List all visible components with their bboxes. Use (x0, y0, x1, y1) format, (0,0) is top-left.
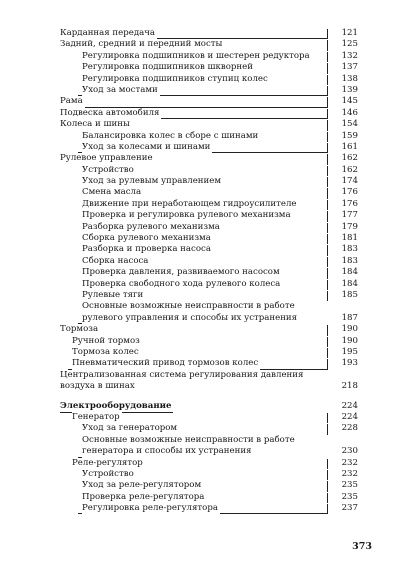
toc-entry-title: Движение при неработающем гидроусилителе (82, 198, 297, 209)
toc-entry-title: Разборка и проверка насоса (82, 244, 211, 255)
toc-entry-title: Регулировка подшипников и шестерен редуктора (82, 50, 310, 61)
toc-entry-title: Устройство (82, 468, 134, 479)
toc-entry (60, 222, 358, 233)
toc-entry-page: 235 (341, 491, 358, 502)
toc-entry (60, 324, 358, 335)
toc-entry-title: Рулевые тяги (82, 289, 144, 300)
toc-entry-page: 187 (341, 312, 358, 323)
toc-entry (60, 458, 358, 469)
toc-entry-title: Основные возможные неисправности в работе генератора и способы их устранения (82, 435, 334, 458)
toc-bracket-line (327, 325, 328, 335)
toc-bracket-line (327, 166, 328, 176)
toc-entry-page: 184 (341, 278, 358, 289)
toc-entry-page: 190 (341, 324, 358, 335)
toc-entry-page: 195 (341, 346, 358, 357)
toc-entry-title: Проверка реле-регулятора (82, 491, 205, 502)
toc-entry-title: Сборка насоса (82, 255, 149, 266)
toc-entry-title: Карданная передача (60, 28, 156, 38)
toc-entry (60, 165, 358, 176)
toc-entry-title: Устройство (82, 164, 134, 175)
toc-entry-page: 125 (341, 39, 358, 50)
page-number: 373 (352, 541, 372, 552)
toc-entry (60, 199, 358, 210)
toc-entry-title: Смена масла (82, 187, 142, 198)
toc-entry-title: Задний, средний и передний мосты (60, 39, 223, 50)
toc-entry-page: 146 (341, 107, 358, 118)
toc-entry (60, 176, 358, 187)
toc-bracket-line (327, 245, 328, 255)
toc-entry (60, 290, 358, 301)
toc-entry-page: 137 (341, 62, 358, 73)
toc-entry-page: 139 (341, 84, 358, 95)
toc-entry-title: Пневматический привод тормозов колес (72, 358, 259, 369)
toc-bracket-line (327, 188, 328, 198)
toc-entry-page: 174 (341, 176, 358, 187)
toc-entry (60, 187, 358, 198)
toc-entry (60, 62, 358, 73)
toc-entry-page: 145 (341, 96, 358, 107)
toc-entry-page: 179 (341, 221, 358, 232)
toc-entry-page: 181 (341, 233, 358, 244)
toc-entry-page: 162 (341, 153, 358, 164)
toc-entry-page: 176 (341, 187, 358, 198)
toc-entry (60, 233, 358, 244)
toc-entry (60, 412, 358, 423)
toc-bracket-line (327, 63, 328, 73)
toc-bracket-line (327, 459, 328, 469)
toc-entry-page: 190 (341, 335, 358, 346)
toc-entry-page: 176 (341, 198, 358, 209)
toc-entry (60, 28, 358, 39)
toc-entry (60, 469, 358, 480)
toc-entry-page: 159 (341, 130, 358, 141)
toc-entry-title: Тормоза колес (72, 346, 139, 357)
toc-bracket-line (327, 40, 328, 50)
toc-entry-title: Проверка и регулировка рулевого механизма (82, 210, 291, 221)
toc-entry (60, 492, 358, 503)
toc-entry-page: 184 (341, 267, 358, 278)
toc-entry-page: 228 (341, 423, 358, 434)
toc-entry-title: Колеса и шины (60, 119, 130, 130)
toc-entry-page: 154 (341, 119, 358, 130)
toc-bracket-line (327, 52, 328, 62)
toc-entry-title: Уход за генератором (82, 423, 178, 434)
toc-bracket-line (327, 280, 328, 290)
toc-entry-title: Уход за рулевым управлением (82, 176, 222, 187)
toc-entry-title: Проверка свободного хода рулевого колеса (82, 278, 281, 289)
toc-bracket-line (327, 120, 328, 130)
toc-bracket-line (327, 132, 328, 142)
toc-entry-page: 237 (341, 503, 358, 514)
toc-entry (60, 96, 358, 107)
toc-entry (60, 435, 358, 458)
toc-entry-title: Регулировка реле-регулятора (82, 503, 218, 514)
toc-entry (60, 336, 358, 347)
section-gap (60, 393, 358, 401)
toc-entry-title: Балансировка колес в сборе с шинами (82, 130, 259, 141)
toc-entry-title: Рама (60, 96, 83, 107)
toc-entry (60, 401, 358, 412)
toc-bracket-line (327, 413, 328, 423)
toc-entry-title: Уход за колесами и шинами (82, 141, 211, 152)
toc-entry (60, 244, 358, 255)
toc-bracket-line (327, 424, 328, 434)
toc-entry-page: 224 (341, 411, 358, 422)
toc-entry-page: 232 (341, 457, 358, 468)
toc-entry-page: 183 (341, 255, 358, 266)
toc-entry-page: 121 (341, 28, 358, 38)
toc-entry-title: Уход за мостами (82, 84, 158, 95)
toc-entry (60, 267, 358, 278)
toc-entry (60, 108, 358, 119)
toc-bracket-line (327, 154, 328, 164)
table-of-contents (60, 28, 358, 514)
toc-entry (60, 358, 358, 369)
toc-entry-page: 224 (341, 400, 358, 411)
toc-bracket-line (327, 481, 328, 491)
toc-entry (60, 131, 358, 142)
toc-entry (60, 480, 358, 491)
toc-bracket-line (327, 75, 328, 85)
toc-entry (60, 119, 358, 130)
toc-entry (60, 85, 358, 96)
toc-entry (60, 503, 358, 514)
toc-bracket-line (327, 234, 328, 244)
toc-entry-page: 235 (341, 480, 358, 491)
toc-entry-title: Генератор (72, 411, 120, 422)
toc-entry-page: 162 (341, 164, 358, 175)
toc-entry-page: 138 (341, 73, 358, 84)
toc-entry (60, 301, 358, 324)
toc-entry-title: Тормоза (60, 324, 99, 335)
toc-entry-page: 193 (341, 358, 358, 369)
toc-entry-title: Подвеска автомобиля (60, 107, 160, 118)
toc-entry-page: 132 (341, 50, 358, 61)
toc-entry (60, 370, 358, 393)
toc-bracket-line (327, 268, 328, 278)
toc-entry-title: Разборка рулевого механизма (82, 221, 220, 232)
toc-entry-page: 177 (341, 210, 358, 221)
toc-bracket-line (327, 177, 328, 187)
toc-entry (60, 153, 358, 164)
toc-entry-page: 230 (341, 446, 358, 457)
toc-entry-title: Уход за реле-регулятором (82, 480, 202, 491)
toc-entry-title: Сборка рулевого механизма (82, 233, 211, 244)
toc-entry-page: 161 (341, 141, 358, 152)
toc-entry-title: Централизованная система регулирования давления воздуха в шинах (60, 370, 312, 393)
toc-entry (60, 256, 358, 267)
toc-entry (60, 347, 358, 358)
toc-entry (60, 142, 358, 153)
toc-entry (60, 210, 358, 221)
toc-bracket-line (327, 211, 328, 221)
toc-bracket-line (327, 348, 328, 358)
toc-entry-title: Ручной тормоз (72, 335, 140, 346)
toc-bracket-line (327, 291, 328, 301)
toc-entry (60, 279, 358, 290)
toc-entry (60, 74, 358, 85)
toc-bracket-line (327, 337, 328, 347)
toc-entry-page: 218 (341, 381, 358, 392)
toc-entry (60, 39, 358, 50)
toc-entry-title: Проверка давления, развиваемого насосом (82, 267, 280, 278)
toc-entry-title: Реле-регулятор (72, 457, 143, 468)
toc-entry-page: 232 (341, 468, 358, 479)
toc-entry-title: Регулировка подшипников ступиц колес (82, 73, 268, 84)
toc-entry-title: Электрооборудование (60, 401, 173, 413)
toc-entry-title: Рулевое управление (60, 153, 153, 164)
toc-entry-title: Основные возможные неисправности в работе рулевого управления и способы их устранения (82, 301, 334, 324)
toc-bracket-line (327, 200, 328, 210)
toc-bracket-line (327, 470, 328, 480)
toc-entry (60, 51, 358, 62)
toc-bracket-line (327, 257, 328, 267)
toc-entry-title: Регулировка подшипников шкворней (82, 62, 253, 73)
toc-entry-page: 183 (341, 244, 358, 255)
toc-bracket-line (327, 493, 328, 503)
toc-entry-page: 185 (341, 289, 358, 300)
toc-bracket-line (327, 223, 328, 233)
toc-entry (60, 423, 358, 434)
